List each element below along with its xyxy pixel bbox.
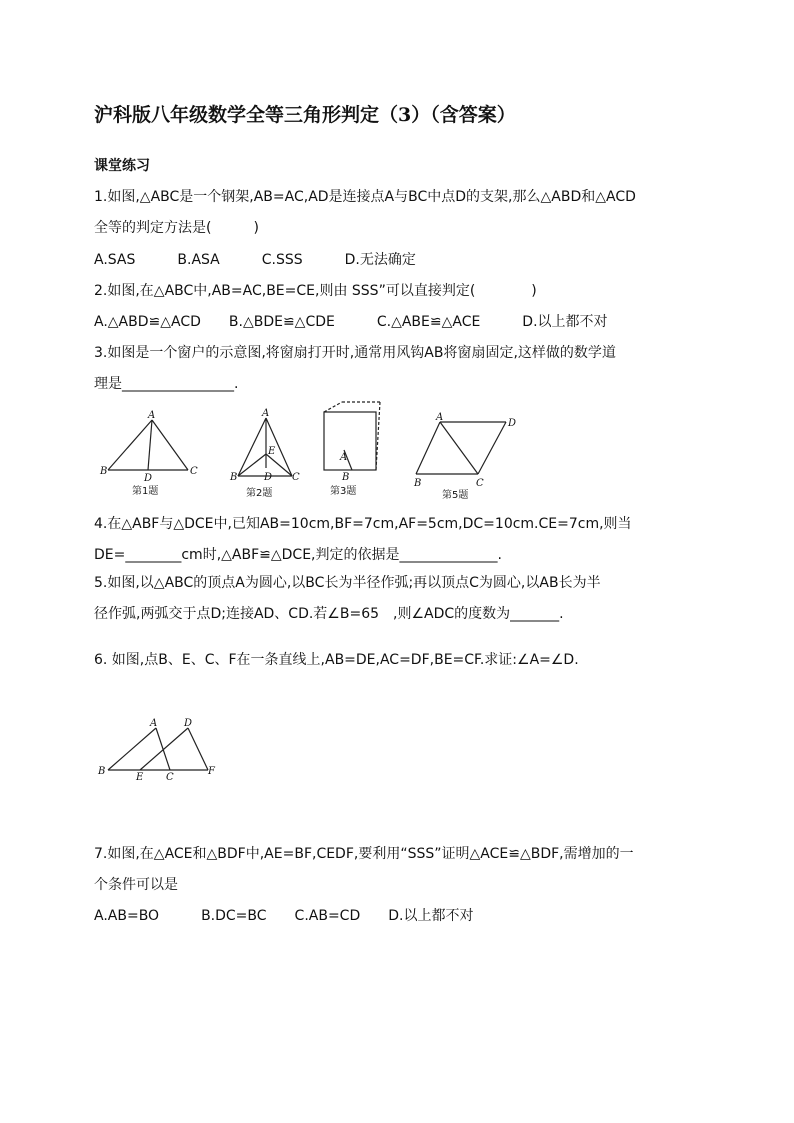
figure-q6 [96, 716, 226, 782]
section-heading: 课堂练习 [94, 158, 150, 174]
fig5-caption: 第5题 [442, 490, 469, 501]
figure-q3 [318, 398, 390, 500]
fig3-caption: 第3题 [330, 486, 357, 497]
q1-line1: 1.如图,△ABC是一个钢架,AB=AC,AD是连接点A与BC中点D的支架,那么△ABD和△ACD [94, 189, 636, 205]
fig6-label-f: F [208, 766, 215, 777]
figure-q2 [226, 408, 306, 500]
q7-line1: 7.如图,在△ACE和△BDF中,AE=BF,CEDF,要利用“SSS”证明△ACE≌△BDF,需增加的一 [94, 846, 634, 862]
fig5-label-d: D [508, 418, 517, 429]
fig6-label-c: C [166, 772, 174, 783]
q7-options: A.AB=BO B.DC=BC C.AB=CD D.以上都不对 [94, 908, 474, 924]
q4-line1: 4.在△ABF与△DCE中,已知AB=10cm,BF=7cm,AF=5cm,DC=10cm.CE=7cm,则当 [94, 516, 632, 532]
q1-options: A.SAS B.ASA C.SSS D.无法确定 [94, 252, 416, 268]
q4-line2: DE=________cm时,△ABF≌△DCE,判定的依据是______________. [94, 547, 502, 563]
q3-line1: 3.如图是一个窗户的示意图,将窗扇打开时,通常用风钩AB将窗扇固定,这样做的数学道 [94, 345, 616, 361]
fig2-label-c: C [292, 472, 300, 483]
fig6-label-d: D [184, 718, 193, 729]
q1-line2: 全等的判定方法是( ) [94, 220, 259, 236]
fig1-label-b: B [100, 466, 108, 477]
fig6-label-e: E [136, 772, 144, 783]
q2-line1: 2.如图,在△ABC中,AB=AC,BE=CE,则由 SSS”可以直接判定( ) [94, 283, 537, 299]
fig5-label-c: C [476, 478, 484, 489]
figure-q1 [96, 408, 206, 500]
fig2-label-a: A [262, 408, 270, 419]
fig6-label-a: A [150, 718, 158, 729]
q7-line2: 个条件可以是 [94, 877, 178, 893]
fig3-label-a: A [340, 452, 348, 463]
fig1-caption: 第1题 [132, 486, 159, 497]
fig6-label-b: B [98, 766, 106, 777]
figure-q5 [412, 412, 522, 502]
fig2-label-b: B [230, 472, 238, 483]
q3-line2: 理是________________. [94, 376, 239, 392]
q6-line1: 6. 如图,点B、E、C、F在一条直线上,AB=DE,AC=DF,BE=CF.求证:∠A=∠D. [94, 652, 579, 668]
q2-options: A.△ABD≌△ACD B.△BDE≌△CDE C.△ABE≌△ACE D.以上都不对 [94, 314, 608, 330]
fig2-caption: 第2题 [246, 488, 273, 499]
fig2-label-e: E [268, 446, 276, 457]
fig3-label-b: B [342, 472, 350, 483]
fig1-label-d: D [144, 473, 153, 484]
q5-line1: 5.如图,以△ABC的顶点A为圆心,以BC长为半径作弧;再以顶点C为圆心,以AB长为半 [94, 575, 601, 591]
fig5-label-b: B [414, 478, 422, 489]
fig1-label-a: A [148, 410, 156, 421]
fig1-label-c: C [190, 466, 198, 477]
fig2-label-d: D [264, 472, 273, 483]
q5-line2: 径作弧,两弧交于点D;连接AD、CD.若∠B=65 ,则∠ADC的度数为_______. [94, 606, 564, 622]
fig5-label-a: A [436, 412, 444, 423]
page-title: 沪科版八年级数学全等三角形判定（3）（含答案） [94, 104, 516, 126]
